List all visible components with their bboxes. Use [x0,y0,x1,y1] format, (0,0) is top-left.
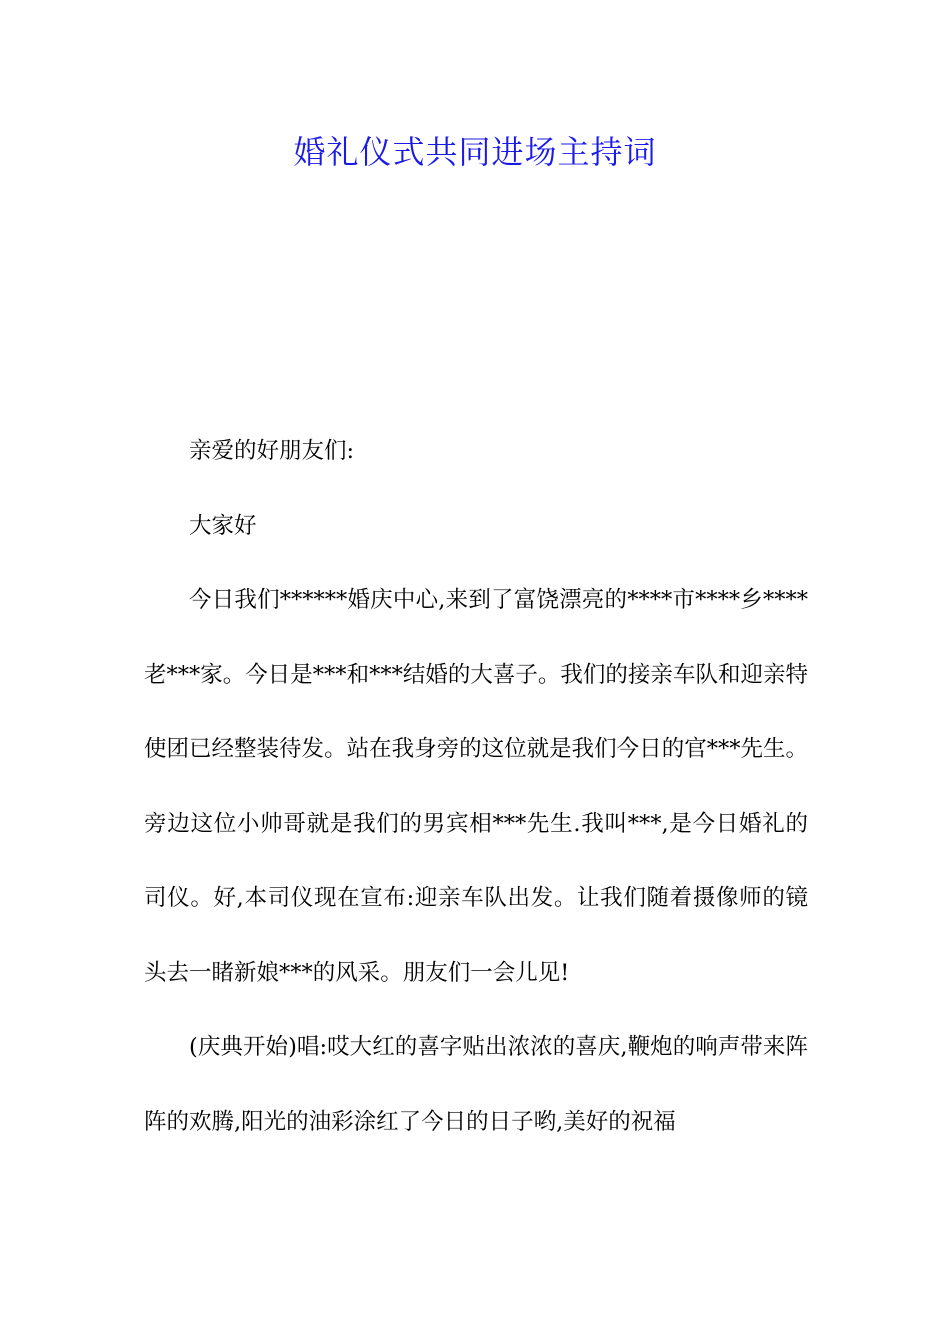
paragraph-hello: 大家好 [189,512,257,539]
paragraph-intro: 今日我们******婚庆中心,来到了富饶漂亮的****市****乡****老***家。今日是***和***结婚的大喜子。我们的接亲车队和迎亲特使团已经整装待发。站在我身旁的这位就是我们今日的官***先生。旁边这位小帅哥就是我们的男宾相***先生.我叫***,是今日婚礼的司仪。好,本司仪现在宣布:迎亲车队出发。让我们随着摄像师的镜头去一睹新娘***的风采。朋友们一会儿见! [144,587,808,986]
document-body [144,414,808,1159]
paragraph-ceremony-start: (庆典开始)唱:哎大红的喜字贴出浓浓的喜庆,鞭炮的响声带来阵阵的欢腾,阳光的油彩涂红了今日的日子哟,美好的祝福 [144,1034,808,1135]
document-title: 婚礼仪式共同进场主持词 [293,133,657,171]
paragraph-greeting: 亲爱的好朋友们: [189,438,355,464]
